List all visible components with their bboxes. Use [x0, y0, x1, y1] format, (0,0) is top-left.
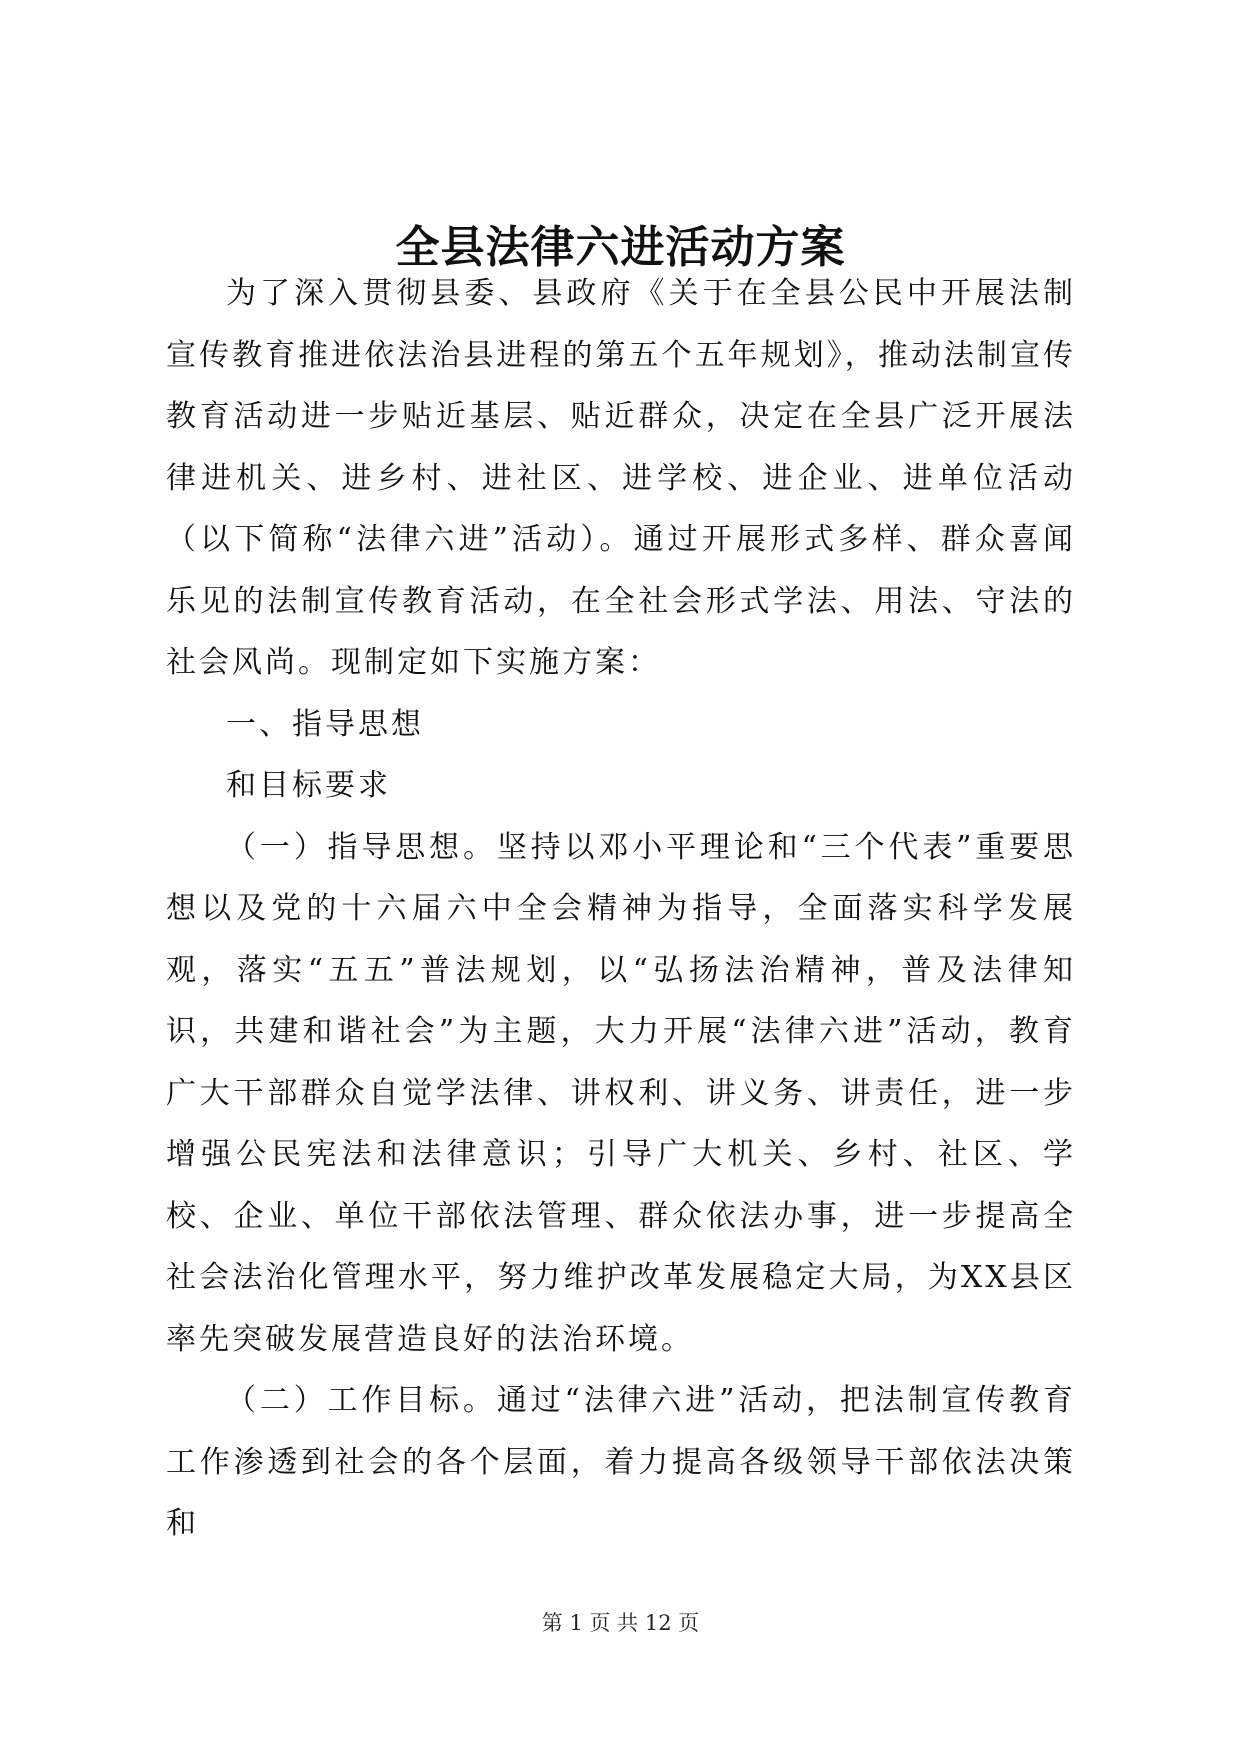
- page-number-footer: 第 1 页 共 12 页: [541, 1611, 700, 1635]
- document-body: [166, 263, 1076, 1555]
- section-heading-guiding-thought: 一、指导思想: [226, 706, 424, 742]
- guiding-thought-paragraph: （一）指导思想。坚持以邓小平理论和“三个代表”重要思想以及党的十六届六中全会精神为指导，全面落实科学发展观，落实“五五”普法规划，以“弘扬法治精神，普及法律知识，共建和谐社会”为主题，大力开展“法律六进”活动，教育广大干部群众自觉学法律、讲权利、讲义务、讲责任，进一步增强公民宪法和法律意识；引导广大机关、乡村、社区、学校、企业、单位干部依法管理、群众依法办事，进一步提高全社会法治化管理水平，努力维护改革发展稳定大局，为XX县区率先突破发展营造良好的法治环境。: [166, 829, 1076, 1357]
- intro-paragraph: 为了深入贯彻县委、县政府《关于在全县公民中开展法制宣传教育推进依法治县进程的第五个五年规划》，推动法制宣传教育活动进一步贴近基层、贴近群众，决定在全县广泛开展法律进机关、进乡村、进社区、进学校、进企业、进单位活动（以下简称“法律六进”活动）。通过开展形式多样、群众喜闻乐见的法制宣传教育活动，在全社会形式学法、用法、守法的社会风尚。现制定如下实施方案：: [166, 276, 1076, 680]
- document-title: 全县法律六进活动方案: [395, 222, 846, 273]
- section-heading-goals: 和目标要求: [226, 768, 391, 803]
- work-goal-paragraph: （二）工作目标。通过“法律六进”活动，把法制宣传教育工作渗透到社会的各个层面，着力提高各级领导干部依法决策和: [166, 1383, 1076, 1541]
